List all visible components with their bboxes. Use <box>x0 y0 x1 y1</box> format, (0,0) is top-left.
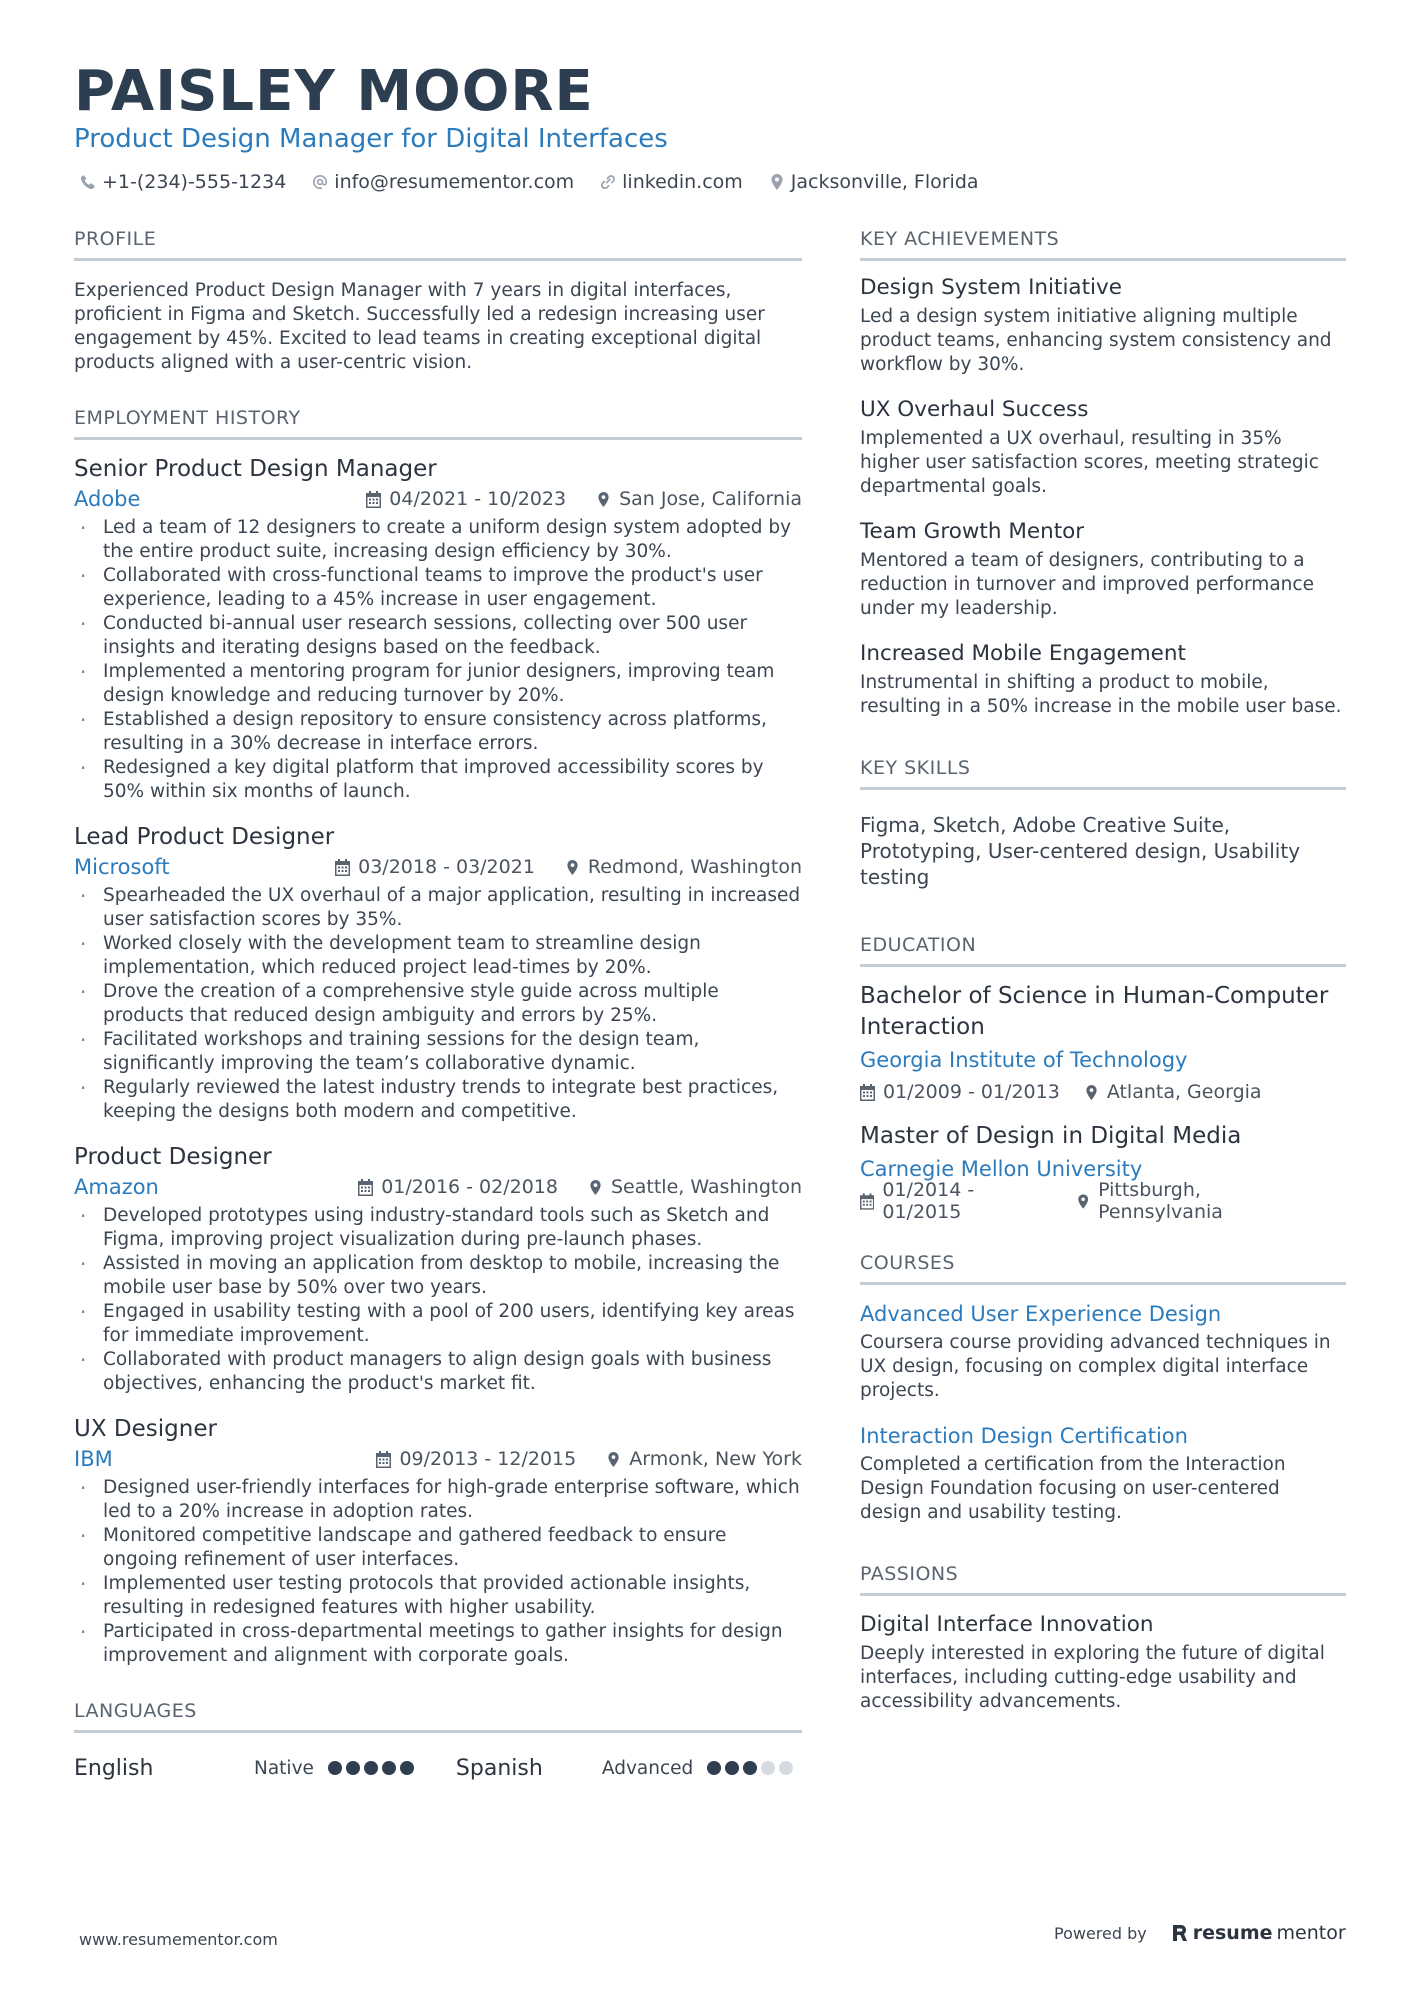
passions-section <box>860 1561 1346 1714</box>
education-location <box>1084 1081 1262 1103</box>
brand-name-prefix: resume <box>1192 1922 1273 1944</box>
course-title: Interaction Design Certification <box>860 1424 1188 1448</box>
job-bullets <box>74 1476 802 1668</box>
job-meta <box>74 1444 802 1474</box>
section-title-languages: LANGUAGES <box>74 1698 802 1733</box>
job-bullet: · Implemented a mentoring program for junior designers, improving team design knowledge and reducing turnover by 20%. <box>74 660 802 708</box>
job-location <box>596 488 802 510</box>
map-pin-icon <box>606 1451 621 1468</box>
language-level: Advanced <box>601 1757 694 1779</box>
course-desc: Coursera course providing advanced techniques in UX design, focusing on complex digital interface projects. <box>860 1332 1331 1401</box>
achievement-title: Team Growth Mentor <box>860 519 1085 544</box>
company-name: Amazon <box>74 1175 159 1199</box>
job-bullets <box>74 1204 802 1396</box>
education-dates <box>860 1081 1060 1103</box>
phone-icon <box>80 174 96 190</box>
course-desc: Completed a certification from the Interaction Design Foundation focusing on user-centered design and usability testing. <box>860 1454 1286 1523</box>
language-name: Spanish <box>455 1755 543 1781</box>
education-school: Carnegie Mellon University <box>860 1157 1143 1181</box>
job-meta <box>74 1172 802 1202</box>
left-column <box>74 226 802 1785</box>
job-bullet: · Regularly reviewed the latest industry trends to integrate best practices, keeping the designs both modern and competitive. <box>74 1076 802 1124</box>
contact-phone[interactable] <box>80 171 286 193</box>
course-title: Advanced User Experience Design <box>860 1302 1222 1326</box>
job-bullet: · Led a team of 12 designers to create a uniform design system adopted by the entire product suite, increasing design efficiency by 30%. <box>74 516 802 564</box>
job-dates <box>335 856 535 878</box>
job-dates <box>376 1448 576 1470</box>
section-title-passions: PASSIONS <box>860 1561 1346 1596</box>
linkedin-text: linkedin.com <box>622 171 743 193</box>
rating-dot <box>725 1761 739 1775</box>
map-pin-icon <box>565 859 580 876</box>
education-dates <box>860 1179 1052 1223</box>
calendar-icon <box>366 491 381 508</box>
job-bullet: · Established a design repository to ensure consistency across platforms, resulting in a 30% decrease in interface errors. <box>74 708 802 756</box>
job-title: Lead Product Designer <box>74 824 335 850</box>
job-bullet: · Redesigned a key digital platform that improved accessibility scores by 50% within six months of launch. <box>74 756 802 804</box>
job-bullet: · Developed prototypes using industry-standard tools such as Sketch and Figma, improving project visualization during pre-launch phases. <box>74 1204 802 1252</box>
section-title-employment: EMPLOYMENT HISTORY <box>74 405 802 440</box>
job-bullet: · Collaborated with cross-functional teams to improve the product's user experience, leading to a 45% increase in user engagement. <box>74 564 802 612</box>
link-icon <box>600 174 616 190</box>
calendar-icon <box>860 1193 874 1210</box>
job-bullet: · Engaged in usability testing with a pool of 200 users, identifying key areas for immediate improvement. <box>74 1300 802 1348</box>
candidate-name: PAISLEY MOORE <box>74 59 594 124</box>
job-dates-text: 04/2021 - 10/2023 <box>389 488 567 510</box>
contact-email[interactable] <box>312 171 574 193</box>
education-meta <box>860 1179 1346 1223</box>
achievement-title: Design System Initiative <box>860 275 1122 300</box>
job-location <box>588 1176 802 1198</box>
achievement-desc: Mentored a team of designers, contributing to a reduction in turnover and improved performance under my leadership. <box>860 550 1314 619</box>
education-section <box>860 932 1346 1223</box>
job-location <box>565 856 802 878</box>
job-entry <box>74 1142 802 1396</box>
job-dates-text: 01/2016 - 02/2018 <box>381 1176 558 1198</box>
section-title-courses: COURSES <box>860 1250 1346 1285</box>
job-bullet: · Collaborated with product managers to align design goals with business objectives, enhancing the product's market fit. <box>74 1348 802 1396</box>
contact-linkedin[interactable] <box>600 171 743 193</box>
profile-text: Experienced Product Design Manager with 7 years in digital interfaces, proficient in Figma and Sketch. Successfully led a redesign increasing user engagement by 45%. Excited to lead teams in creating exceptional digital products aligned with a user-centric vision. <box>74 280 765 373</box>
footer-website[interactable]: www.resumementor.com <box>79 1930 278 1949</box>
job-bullet: · Worked closely with the development team to streamline design implementation, which reduced project lead-times by 20%. <box>74 932 802 980</box>
achievement-desc: Led a design system initiative aligning multiple product teams, enhancing system consistency and workflow by 30%. <box>860 306 1332 375</box>
education-item <box>860 1121 1346 1223</box>
job-bullet: · Designed user-friendly interfaces for high-grade enterprise software, which led to a 20% increase in adoption rates. <box>74 1476 802 1524</box>
education-degree: Bachelor of Science in Human-Computer Interaction <box>860 983 1329 1040</box>
job-meta <box>74 484 802 514</box>
job-dates <box>358 1176 558 1198</box>
job-location-text: Seattle, Washington <box>611 1176 802 1198</box>
footer-branding <box>1054 1922 1346 1944</box>
map-pin-icon <box>1084 1084 1099 1101</box>
passion-title: Digital Interface Innovation <box>860 1612 1154 1637</box>
achievement-desc: Instrumental in shifting a product to mobile, resulting in a 50% increase in the mobile user base. <box>860 672 1342 717</box>
rating-dot <box>707 1761 721 1775</box>
job-entry <box>74 454 802 804</box>
rating-dot <box>346 1761 360 1775</box>
job-bullet: · Participated in cross-departmental meetings to gather insights for design improvement and alignment with corporate goals. <box>74 1620 802 1668</box>
achievement-item <box>860 639 1346 719</box>
education-dates-text: 01/2014 - 01/2015 <box>882 1179 975 1223</box>
job-location-text: Armonk, New York <box>629 1448 802 1470</box>
languages-section <box>74 1698 802 1785</box>
job-bullet: · Drove the creation of a comprehensive style guide across multiple products that reduced design ambiguity and errors by 25%. <box>74 980 802 1028</box>
achievement-title: UX Overhaul Success <box>860 397 1089 422</box>
course-item <box>860 1421 1346 1525</box>
job-entry <box>74 1414 802 1668</box>
calendar-icon <box>358 1179 373 1196</box>
resumementor-logo-icon <box>1171 1923 1189 1943</box>
job-location-text: San Jose, California <box>619 488 802 510</box>
achievements-section <box>860 226 1346 719</box>
phone-text: +1-(234)-555-1234 <box>102 171 287 193</box>
education-location-text: Pittsburgh, Pennsylvania <box>1098 1179 1223 1223</box>
job-bullet: · Spearheaded the UX overhaul of a major application, resulting in increased user satisfaction scores by 35%. <box>74 884 802 932</box>
languages-row <box>74 1751 802 1785</box>
calendar-icon <box>860 1084 875 1101</box>
passion-desc: Deeply interested in exploring the future of digital interfaces, including cutting-edge usability and accessibility advancements. <box>860 1643 1325 1712</box>
candidate-headline: Product Design Manager for Digital Interfaces <box>74 124 668 154</box>
map-pin-icon <box>1076 1193 1090 1210</box>
employment-section <box>74 405 802 1668</box>
skills-text: Figma, Sketch, Adobe Creative Suite, Prototyping, User-centered design, Usability testing <box>860 813 1301 889</box>
job-bullets <box>74 516 802 804</box>
job-bullets <box>74 884 802 1124</box>
course-item <box>860 1299 1346 1403</box>
job-location-text: Redmond, Washington <box>587 856 802 878</box>
rating-dot <box>400 1761 414 1775</box>
job-title: UX Designer <box>74 1416 217 1442</box>
right-column <box>860 226 1346 1714</box>
language-rating <box>707 1761 793 1775</box>
rating-dot <box>364 1761 378 1775</box>
contact-bar <box>80 168 979 196</box>
brand-logo[interactable] <box>1171 1922 1346 1944</box>
rating-dot <box>779 1761 793 1775</box>
section-title-achievements: KEY ACHIEVEMENTS <box>860 226 1346 261</box>
company-name: IBM <box>74 1447 113 1471</box>
job-location <box>606 1448 802 1470</box>
email-text: info@resumementor.com <box>334 171 575 193</box>
language-name: English <box>74 1755 154 1781</box>
education-location-text: Atlanta, Georgia <box>1106 1081 1262 1103</box>
job-bullet: · Assisted in moving an application from desktop to mobile, increasing the mobile user base by 50% over two years. <box>74 1252 802 1300</box>
at-sign-icon <box>312 174 328 190</box>
achievement-item <box>860 395 1346 499</box>
language-rating <box>328 1761 414 1775</box>
map-pin-icon <box>769 174 785 190</box>
section-title-skills: KEY SKILLS <box>860 755 1346 790</box>
profile-section <box>74 226 802 375</box>
job-bullet: · Monitored competitive landscape and gathered feedback to ensure ongoing refinement of user interfaces. <box>74 1524 802 1572</box>
job-dates <box>366 488 566 510</box>
rating-dot <box>761 1761 775 1775</box>
job-dates-text: 03/2018 - 03/2021 <box>358 856 535 878</box>
map-pin-icon <box>596 491 611 508</box>
job-bullet: · Conducted bi-annual user research sessions, collecting over 500 user insights and iterating designs based on the feedback. <box>74 612 802 660</box>
education-item <box>860 981 1346 1107</box>
education-degree: Master of Design in Digital Media <box>860 1123 1242 1149</box>
passion-item <box>860 1610 1346 1714</box>
education-dates-text: 01/2009 - 01/2013 <box>883 1081 1060 1103</box>
education-school: Georgia Institute of Technology <box>860 1048 1188 1072</box>
rating-dot <box>382 1761 396 1775</box>
achievement-item <box>860 517 1346 621</box>
company-name: Adobe <box>74 487 141 511</box>
section-title-profile: PROFILE <box>74 226 802 261</box>
contact-location <box>769 171 979 193</box>
job-title: Senior Product Design Manager <box>74 456 437 482</box>
calendar-icon <box>376 1451 391 1468</box>
rating-dot <box>328 1761 342 1775</box>
achievement-item <box>860 273 1346 377</box>
job-bullet: · Facilitated workshops and training sessions for the design team, significantly improving the team’s collaborative dynamic. <box>74 1028 802 1076</box>
calendar-icon <box>335 859 350 876</box>
brand-name-suffix: mentor <box>1276 1922 1346 1944</box>
job-entry <box>74 822 802 1124</box>
achievement-title: Increased Mobile Engagement <box>860 641 1186 666</box>
job-title: Product Designer <box>74 1144 272 1170</box>
job-dates-text: 09/2013 - 12/2015 <box>399 1448 577 1470</box>
section-title-education: EDUCATION <box>860 932 1346 967</box>
education-location <box>1076 1179 1322 1223</box>
achievement-desc: Implemented a UX overhaul, resulting in 35% higher user satisfaction scores, meeting strategic departmental goals. <box>860 428 1319 497</box>
language-level: Native <box>254 1757 314 1779</box>
skills-section <box>860 755 1346 890</box>
company-name: Microsoft <box>74 855 170 879</box>
job-meta <box>74 852 802 882</box>
map-pin-icon <box>588 1179 603 1196</box>
job-bullet: · Implemented user testing protocols that provided actionable insights, resulting in redesigned features with higher usability. <box>74 1572 802 1620</box>
courses-section <box>860 1250 1346 1525</box>
location-text: Jacksonville, Florida <box>790 171 979 193</box>
rating-dot <box>743 1761 757 1775</box>
education-meta <box>860 1077 1346 1107</box>
powered-by-text: Powered by <box>1054 1923 1147 1943</box>
